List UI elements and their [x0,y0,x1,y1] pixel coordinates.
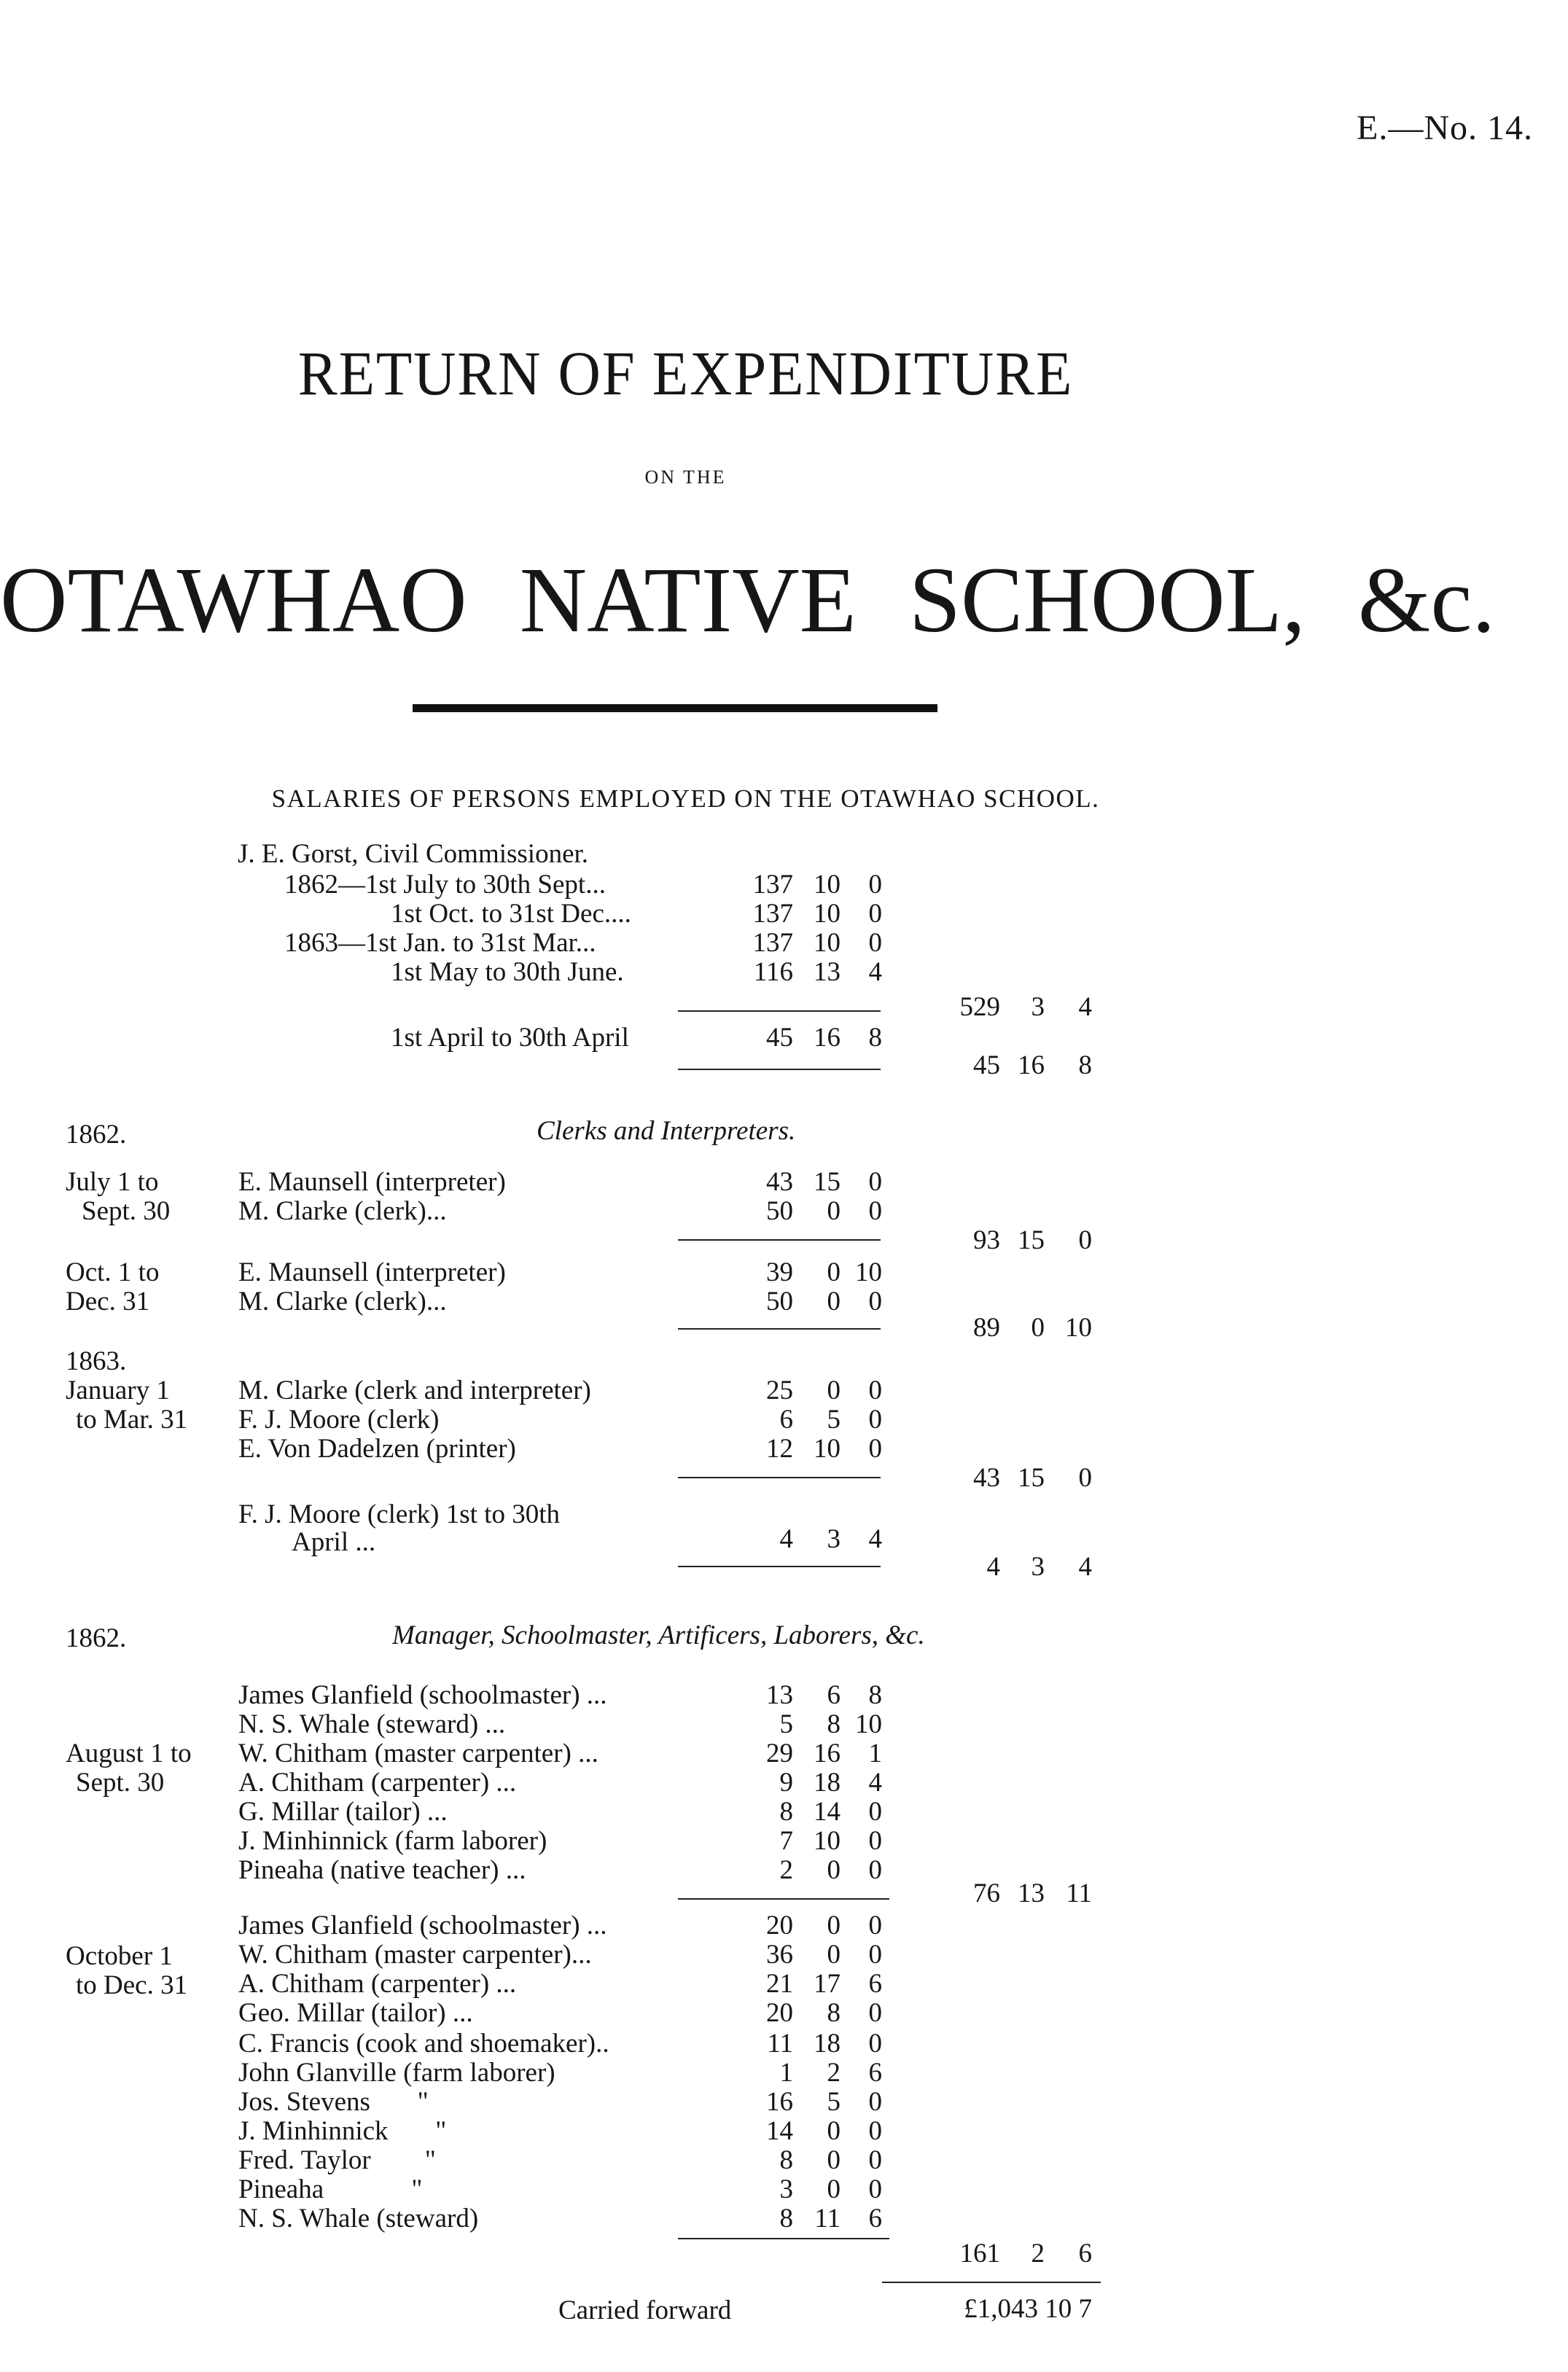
manager-period1-shillings: 16 [814,1739,840,1768]
manager-period1-pounds: 5 [779,1709,793,1739]
clerks-period3-label: M. Clarke (clerk and interpreter) [238,1376,591,1405]
clerks-moore-shillings: 3 [827,1524,840,1554]
clerks-period3-pence: 0 [868,1405,882,1435]
manager-period2-pence: 0 [868,2029,882,2059]
manager-period2-pence: 6 [868,1969,882,1999]
manager-period2-shillings: 0 [827,1940,840,1970]
gorst-april-total-pence: 8 [1078,1050,1092,1080]
main-title: RETURN OF EXPENDITURE [297,338,1074,408]
manager-period2-shillings: 8 [827,1998,840,2028]
subtotal-rule [678,1328,881,1330]
manager-period2-date: to Dec. 31 [76,1970,188,2000]
gorst-row-pence: 4 [868,957,882,987]
clerks-period2-total-shillings: 0 [1031,1313,1045,1343]
manager-period2-label: W. Chitham (master carpenter)... [238,1940,592,1970]
gorst-row-pounds: 137 [752,899,793,929]
manager-period2-shillings: 17 [814,1969,840,1999]
gorst-row-pounds: 116 [753,957,793,987]
manager-period2-pounds: 14 [766,2116,793,2146]
clerks-period1-shillings: 0 [827,1196,840,1226]
manager-period2-total-shillings: 2 [1031,2239,1045,2268]
manager-period1-shillings: 10 [814,1826,840,1856]
manager-period1-total-pence: 11 [1066,1879,1092,1908]
clerks-moore-label: F. J. Moore (clerk) 1st to 30th [238,1499,560,1529]
manager-period1-pounds: 9 [779,1768,793,1798]
manager-period1-pounds: 7 [779,1826,793,1856]
manager-period2-shillings: 5 [827,2087,840,2117]
manager-period2-pounds: 20 [766,1998,793,2028]
clerks-period1-shillings: 15 [814,1167,840,1197]
clerks-year-1863: 1863. [66,1346,127,1376]
clerks-period1-date: Sept. 30 [82,1196,171,1226]
manager-period2-pounds: 8 [779,2204,793,2233]
gorst-row-pounds: 137 [752,870,793,900]
manager-period2-label: John Glanville (farm laborer) [238,2058,555,2088]
gorst-subtotal-shillings: 3 [1031,992,1045,1022]
gorst-april-total-pounds: 45 [973,1050,1000,1080]
gorst-row-label: 1863—1st Jan. to 31st Mar... [284,928,596,958]
clerks-period3-total-shillings: 15 [1018,1463,1045,1493]
manager-period1-shillings: 0 [827,1855,840,1885]
manager-period2-label: Jos. Stevens " [238,2087,429,2117]
manager-period2-pounds: 11 [767,2029,793,2059]
clerks-period2-pence: 0 [868,1287,882,1316]
manager-period1-label: G. Millar (tailor) ... [238,1797,448,1827]
clerks-period3-pence: 0 [868,1376,882,1405]
manager-period2-label: N. S. Whale (steward) [238,2204,479,2233]
clerks-moore-total-shillings: 3 [1031,1552,1045,1582]
manager-period1-date: August 1 to [66,1739,192,1768]
subtotal-rule [678,1069,881,1070]
manager-period1-label: J. Minhinnick (farm laborer) [238,1826,547,1856]
clerks-period2-date: Dec. 31 [66,1287,150,1316]
manager-period2-shillings: 2 [827,2058,840,2088]
clerks-period3-shillings: 5 [827,1405,840,1435]
manager-period1-label: James Glanfield (schoolmaster) ... [238,1680,607,1710]
section-title: SALARIES OF PERSONS EMPLOYED ON THE OTAWHAO SCHOOL. [271,784,1100,813]
gorst-april-shillings: 16 [814,1023,840,1053]
manager-period1-pence: 0 [868,1797,882,1827]
manager-period2-shillings: 18 [814,2029,840,2059]
clerks-period3-pence: 0 [868,1434,882,1464]
gorst-april-pounds: 45 [766,1023,793,1053]
clerks-moore-total-pence: 4 [1078,1552,1092,1582]
clerks-period1-pounds: 43 [766,1167,793,1197]
clerks-period3-pounds: 25 [766,1376,793,1405]
gorst-row-label: 1st May to 30th June. [391,957,624,987]
carried-forward-label: Carried forward [558,2295,732,2325]
gorst-row-pence: 0 [868,928,882,958]
clerks-period1-label: E. Maunsell (interpreter) [238,1167,506,1197]
manager-period2-shillings: 0 [827,2116,840,2146]
clerks-period3-shillings: 10 [814,1434,840,1464]
manager-period2-pence: 0 [868,2087,882,2117]
manager-period1-shillings: 18 [814,1768,840,1798]
clerks-heading: Clerks and Interpreters. [537,1116,796,1146]
manager-period1-shillings: 6 [827,1680,840,1710]
gorst-row-label: 1862—1st July to 30th Sept... [284,870,606,900]
clerks-period3-label: E. Von Dadelzen (printer) [238,1434,516,1464]
carried-forward-total: £1,043 10 7 [964,2294,1092,2324]
manager-period1-pounds: 8 [779,1797,793,1827]
manager-period2-pounds: 21 [766,1969,793,1999]
manager-period2-pounds: 1 [779,2058,793,2088]
subtotal-rule [678,1566,881,1567]
gorst-row-pence: 0 [868,870,882,900]
clerks-period1-total-shillings: 15 [1018,1225,1045,1255]
clerks-moore-pounds: 4 [779,1524,793,1554]
gorst-name: J. E. Gorst, Civil Commissioner. [238,839,589,869]
clerks-period2-shillings: 0 [827,1257,840,1287]
manager-period2-pounds: 3 [779,2174,793,2204]
manager-period2-label: Geo. Millar (tailor) ... [238,1998,473,2028]
manager-period1-shillings: 14 [814,1797,840,1827]
clerks-period1-pence: 0 [868,1196,882,1226]
clerks-period3-date: to Mar. 31 [76,1405,188,1435]
manager-period1-pence: 0 [868,1826,882,1856]
gorst-row-shillings: 10 [814,928,840,958]
manager-period2-pence: 0 [868,2116,882,2146]
manager-period1-total-pounds: 76 [973,1879,1000,1908]
clerks-period2-total-pounds: 89 [973,1313,1000,1343]
manager-period1-pence: 1 [868,1739,882,1768]
manager-period2-label: A. Chitham (carpenter) ... [238,1969,517,1999]
gorst-row-pence: 0 [868,899,882,929]
clerks-period1-total-pence: 0 [1078,1225,1092,1255]
manager-period2-pounds: 16 [766,2087,793,2117]
manager-period1-pounds: 29 [766,1739,793,1768]
manager-period2-shillings: 0 [827,1911,840,1940]
clerks-period1-pence: 0 [868,1167,882,1197]
clerks-period2-pence: 10 [855,1257,882,1287]
clerks-period2-date: Oct. 1 to [66,1257,160,1287]
clerks-period2-total-pence: 10 [1065,1313,1092,1343]
clerks-moore-pence: 4 [868,1524,882,1554]
manager-period2-pence: 0 [868,2145,882,2175]
manager-period2-pounds: 36 [766,1940,793,1970]
manager-period1-label: W. Chitham (master carpenter) ... [238,1739,598,1768]
manager-period2-total-pounds: 161 [959,2239,1000,2268]
manager-period2-shillings: 0 [827,2145,840,2175]
manager-period1-label: Pineaha (native teacher) ... [238,1855,526,1885]
clerks-period3-pounds: 12 [766,1434,793,1464]
manager-period2-date: October 1 [66,1941,173,1971]
clerks-period3-shillings: 0 [827,1376,840,1405]
manager-period1-label: N. S. Whale (steward) ... [238,1709,506,1739]
clerks-moore-total-pounds: 4 [986,1552,1000,1582]
gorst-row-shillings: 10 [814,899,840,929]
manager-period2-label: Pineaha " [238,2174,423,2204]
gorst-april-label: 1st April to 30th April [391,1023,629,1053]
manager-period1-shillings: 8 [827,1709,840,1739]
manager-period1-label: A. Chitham (carpenter) ... [238,1768,517,1798]
gorst-subtotal-pence: 4 [1078,992,1092,1022]
clerks-period3-date: January 1 [66,1376,170,1405]
subtotal-rule [678,2238,889,2239]
manager-period1-pounds: 13 [766,1680,793,1710]
gorst-subtotal-pounds: 529 [959,992,1000,1022]
clerks-year-1862: 1862. [66,1120,127,1150]
gorst-row-pounds: 137 [752,928,793,958]
document-reference: E.—No. 14. [1357,109,1533,147]
manager-period2-pounds: 8 [779,2145,793,2175]
manager-period2-pounds: 20 [766,1911,793,1940]
clerks-period1-date: July 1 to [66,1167,159,1197]
carried-forward-rule [882,2282,1101,2283]
clerks-moore-label: April ... [292,1527,376,1557]
manager-period1-date: Sept. 30 [76,1768,165,1798]
subtotal-rule [678,1898,889,1900]
manager-period2-pence: 0 [868,1940,882,1970]
gorst-april-total-shillings: 16 [1018,1050,1045,1080]
school-title: OTAWHAO NATIVE SCHOOL, &c. [0,548,1496,652]
gorst-row-label: 1st Oct. to 31st Dec.... [391,899,631,929]
gorst-april-pence: 8 [868,1023,882,1053]
manager-period2-pence: 0 [868,2174,882,2204]
manager-year: 1862. [66,1623,127,1653]
manager-period1-pence: 0 [868,1855,882,1885]
title-connector: ON THE [644,467,727,488]
title-rule [413,704,937,712]
manager-period1-total-shillings: 13 [1018,1879,1045,1908]
clerks-period3-total-pounds: 43 [973,1463,1000,1493]
clerks-period2-pounds: 50 [766,1287,793,1316]
manager-period2-pence: 0 [868,1998,882,2028]
clerks-period2-pounds: 39 [766,1257,793,1287]
clerks-period3-pounds: 6 [779,1405,793,1435]
manager-period2-shillings: 11 [814,2204,840,2233]
manager-period2-label: Fred. Taylor " [238,2145,436,2175]
gorst-row-shillings: 10 [814,870,840,900]
manager-period1-pence: 8 [868,1680,882,1710]
subtotal-rule [678,1477,881,1478]
manager-period1-pounds: 2 [779,1855,793,1885]
clerks-period1-total-pounds: 93 [973,1225,1000,1255]
clerks-period3-total-pence: 0 [1078,1463,1092,1493]
manager-period2-label: C. Francis (cook and shoemaker).. [238,2029,609,2059]
manager-period2-label: J. Minhinnick " [238,2116,447,2146]
manager-period1-pence: 10 [855,1709,882,1739]
gorst-row-shillings: 13 [814,957,840,987]
clerks-period2-shillings: 0 [827,1287,840,1316]
manager-period1-pence: 4 [868,1768,882,1798]
clerks-period2-label: M. Clarke (clerk)... [238,1287,447,1316]
clerks-period1-pounds: 50 [766,1196,793,1226]
manager-heading: Manager, Schoolmaster, Artificers, Laborers, &c. [392,1620,925,1650]
manager-period2-pence: 6 [868,2204,882,2233]
subtotal-rule [678,1010,881,1012]
manager-period2-pence: 0 [868,1911,882,1940]
manager-period2-shillings: 0 [827,2174,840,2204]
clerks-period3-label: F. J. Moore (clerk) [238,1405,440,1435]
manager-period2-label: James Glanfield (schoolmaster) ... [238,1911,607,1940]
clerks-period1-label: M. Clarke (clerk)... [238,1196,447,1226]
manager-period2-total-pence: 6 [1078,2239,1092,2268]
clerks-period2-label: E. Maunsell (interpreter) [238,1257,506,1287]
subtotal-rule [678,1239,881,1241]
manager-period2-pence: 6 [868,2058,882,2088]
